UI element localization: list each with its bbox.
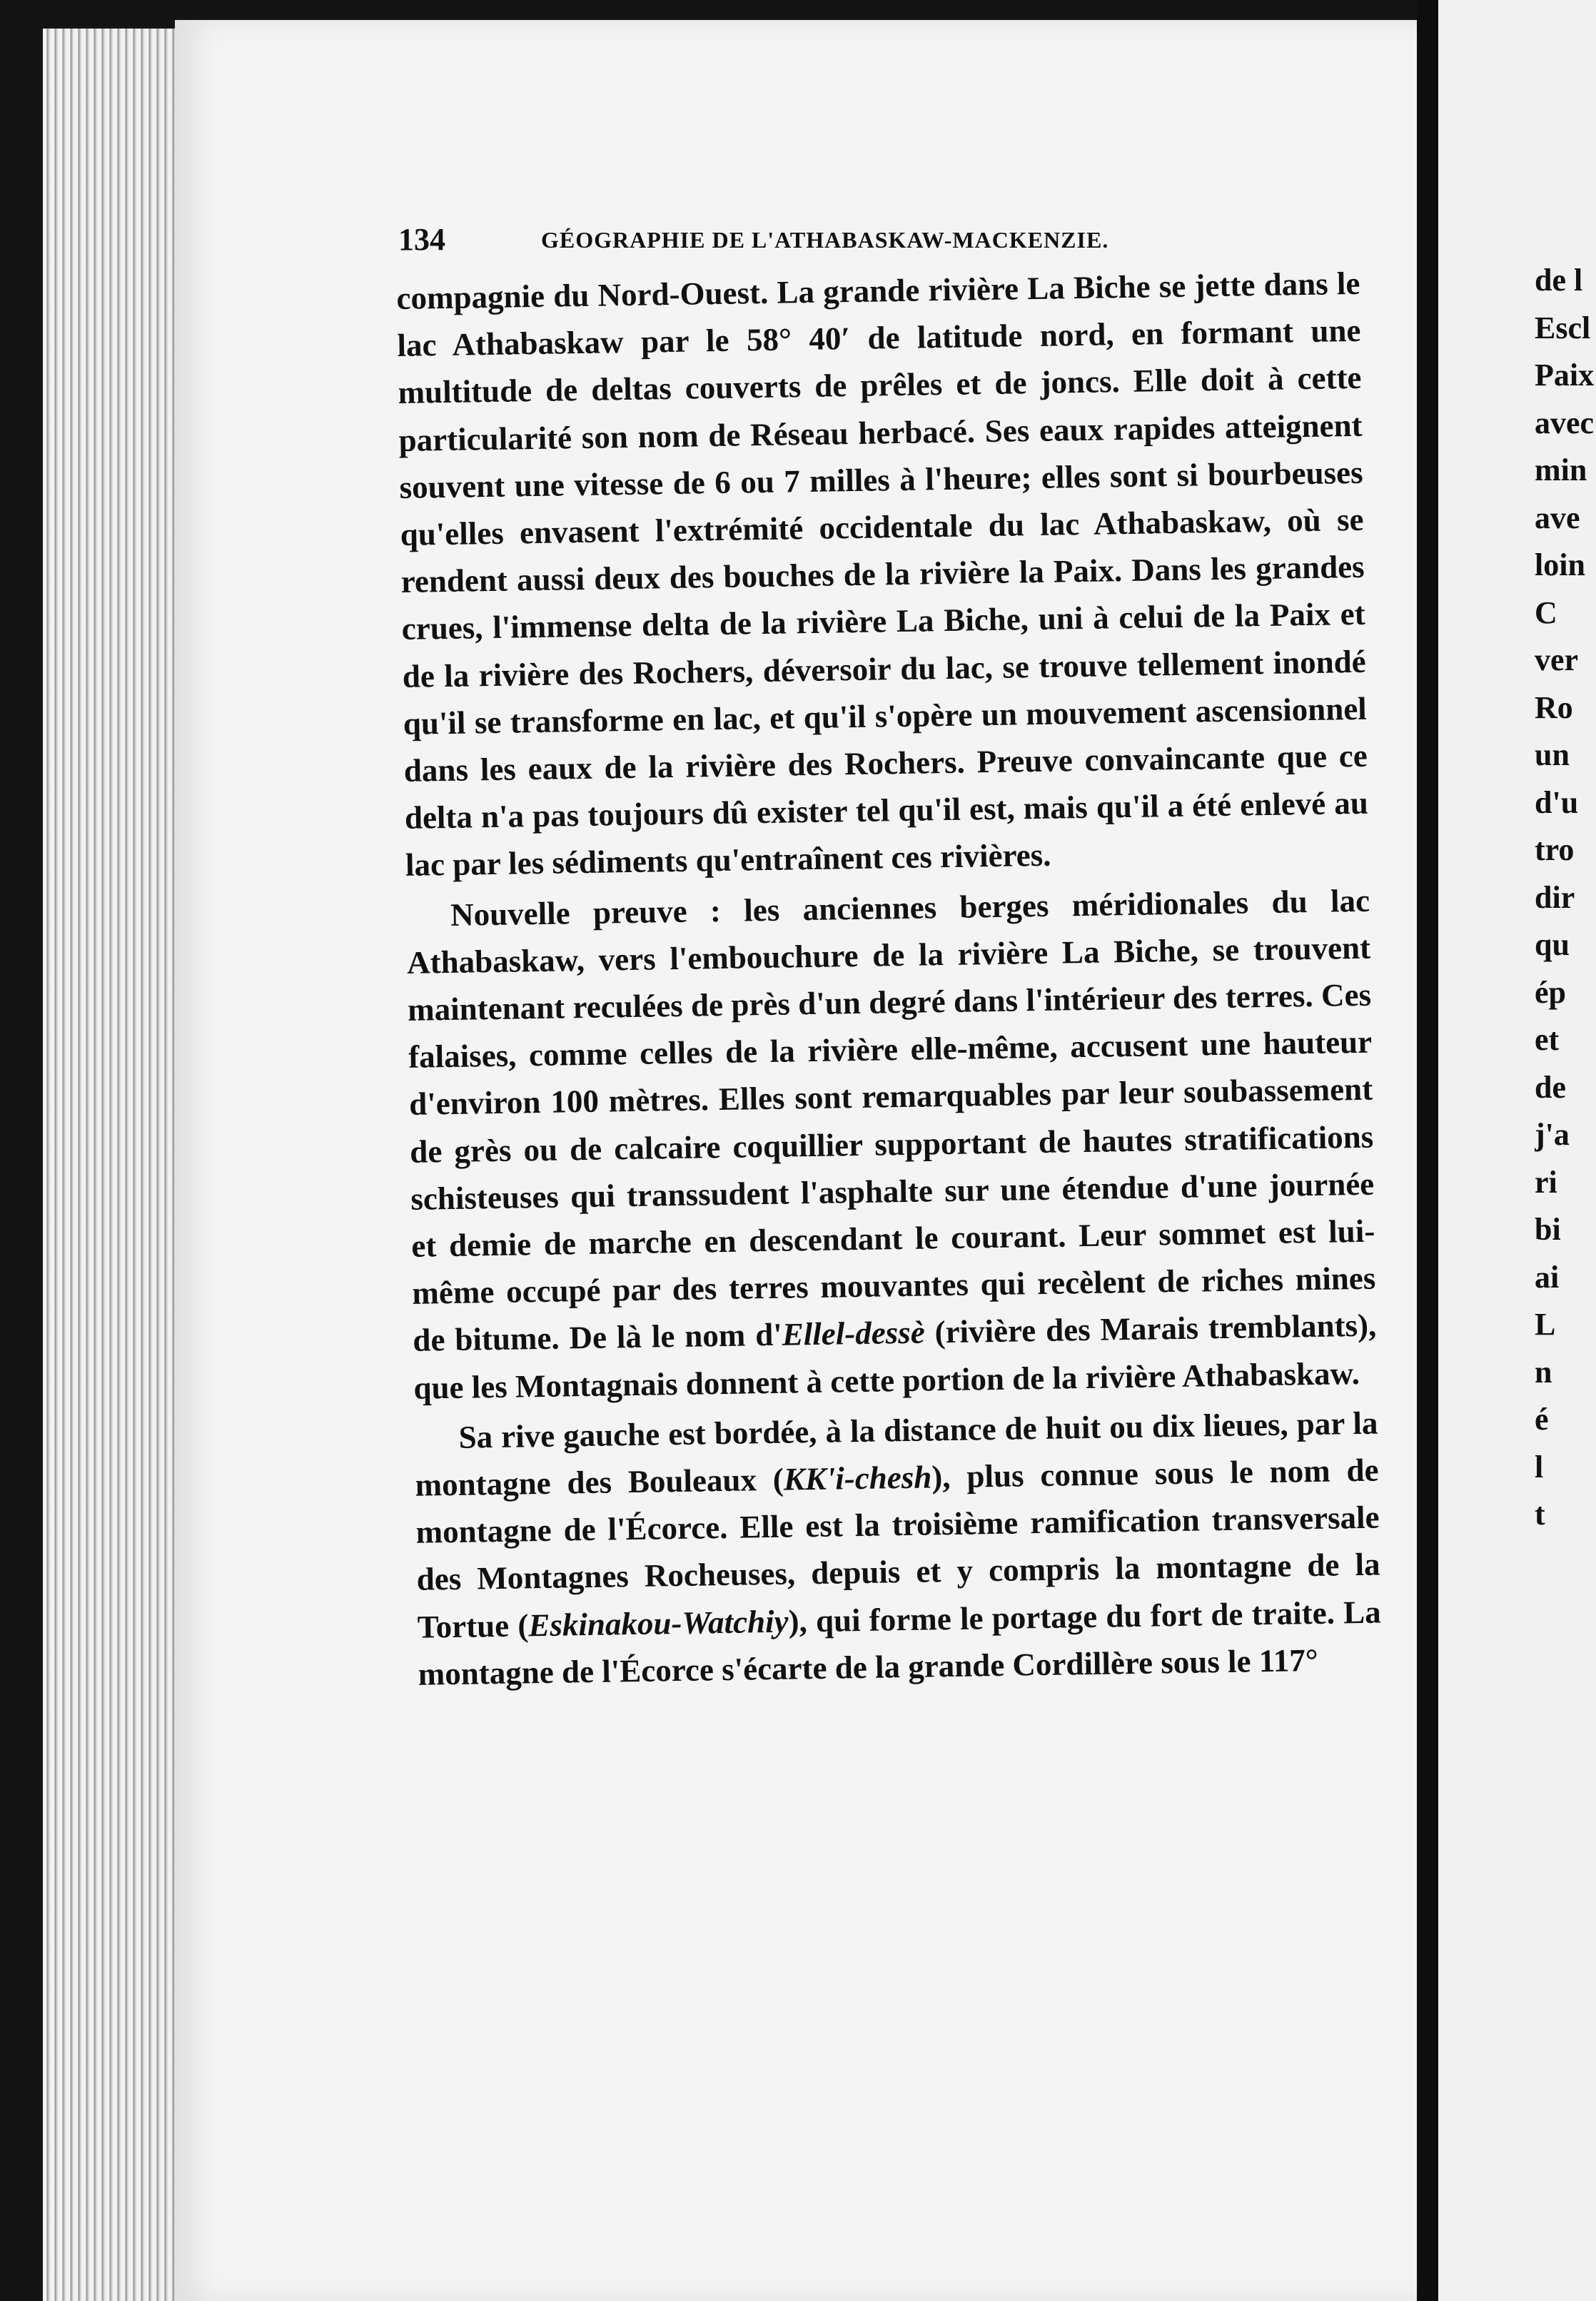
page-body — [396, 260, 1382, 1698]
right-page-line: de — [1535, 1069, 1566, 1105]
paragraph-3-text-b: ), plus connue sous le nom de montagne de l'Écorce. Elle est la troisième ramification transversale des Montagnes Rocheuses, depuis et y compris la montagne de la Tortue ( — [415, 1452, 1380, 1645]
right-page-line: dir — [1535, 879, 1575, 915]
right-page-line: n — [1535, 1354, 1552, 1390]
right-page-line: ép — [1535, 974, 1566, 1010]
right-page-line: qu — [1535, 927, 1570, 962]
paragraph-3-italic-b: Eskinakou-Watchiy — [527, 1603, 789, 1644]
right-page-line: Escl — [1535, 310, 1591, 345]
right-page-line: ri — [1535, 1164, 1557, 1200]
right-page-line: Ro — [1535, 689, 1573, 725]
right-page-line: de l — [1535, 263, 1583, 298]
right-page-line: ave — [1535, 500, 1580, 535]
right-page-line: bi — [1535, 1212, 1561, 1247]
right-page-line: min — [1535, 452, 1587, 487]
right-page-fragments — [1535, 257, 1596, 1539]
right-page-line: C — [1535, 595, 1557, 630]
book-gutter — [1417, 0, 1438, 2301]
right-page-line: t — [1535, 1497, 1545, 1532]
paragraph-2-text-b: (rivière des Marais tremblants), que les Montagnais donnent à cette portion de la rivière Athabaskaw. — [413, 1308, 1377, 1406]
right-page-line: tro — [1535, 832, 1575, 867]
running-header — [398, 221, 1183, 264]
right-page-line: l — [1535, 1449, 1544, 1485]
right-page-line: ver — [1535, 642, 1579, 677]
book-edge — [43, 29, 178, 2301]
right-page-line: loin — [1535, 547, 1585, 582]
page-number: 134 — [398, 222, 445, 257]
right-page-line: é — [1535, 1402, 1549, 1437]
paragraph-1-text: compagnie du Nord-Ouest. La grande rivière La Biche se jette dans le lac Athabaskaw par le 58° 40′ de latitude nord, en formant une multitude de deltas couverts de prêles et de joncs. Elle doit à cette particularité son nom de Réseau herbacé. Ses eaux rapides atteignent souvent une vitesse de 6 ou 7 milles à l'heure; elles sont si bourbeuses qu'elles envasent l'extrémité occidentale du lac Athabaskaw, où se rendent aussi deux des bouches de la rivière la Paix. Dans les grandes crues, l'immense delta de la rivière La Biche, uni à celui de la Paix et de la rivière des Rochers, déversoir du lac, se trouve tellement inondé qu'il se transforme en lac, et qu'il s'opère un mouvement ascensionnel dans les eaux de la rivière des Rochers. Preuve convaincante que ce delta n'a pas toujours dû exister tel qu'il est, mais qu'il a été enlevé au lac par les sédiments qu'entraînent ces rivières. — [396, 265, 1369, 884]
paragraph-2-text-a: Nouvelle preuve : les anciennes berges méridionales du lac Athabaskaw, vers l'embouchure de la rivière La Biche, se trouvent maintenant reculées de près d'un degré dans l'intérieur des terres. Ces falaises, comme celles de la rivière elle-même, accusent une hauteur d'environ 100 mètres. Elles sont remarquables par leur soubassement de grès ou de calcaire coquillier supportant de hautes stratifications schisteuses qui transsudent l'asphalte sur une étendue d'une journée et demie de marche en descendant le courant. Leur sommet est lui-même occupé par des terres mouvantes qui recèlent de riches mines de bitume. De là le nom d' — [406, 882, 1376, 1359]
paragraph-1 — [396, 260, 1369, 889]
right-page-line: L — [1535, 1307, 1556, 1342]
right-page-line: Paix — [1535, 358, 1595, 393]
paragraph-3-text-a: Sa rive gauche est bordée, à la distance de huit ou dix lieues, par la montagne des Bouleaux ( — [415, 1405, 1378, 1503]
paragraph-3 — [414, 1399, 1382, 1697]
right-page-line: ai — [1535, 1259, 1560, 1295]
paragraph-3-italic-a: KK'i-chesh — [783, 1459, 932, 1497]
paragraph-3-text-c: ), qui forme le portage du fort de traite. La montagne de l'Écorce s'écarte de la grande Cordillère sous le 117° — [418, 1594, 1381, 1692]
paragraph-2 — [406, 876, 1378, 1411]
right-page-line: et — [1535, 1022, 1560, 1057]
right-page-line: avec — [1535, 405, 1595, 440]
paragraph-2-italic-a: Ellel-dessè — [782, 1315, 926, 1353]
right-page-line: j'a — [1535, 1117, 1570, 1152]
running-title: GÉOGRAPHIE DE L'ATHABASKAW-MACKENZIE. — [541, 227, 1109, 253]
right-page-line: un — [1535, 737, 1570, 772]
right-page-line: d'u — [1535, 784, 1579, 820]
